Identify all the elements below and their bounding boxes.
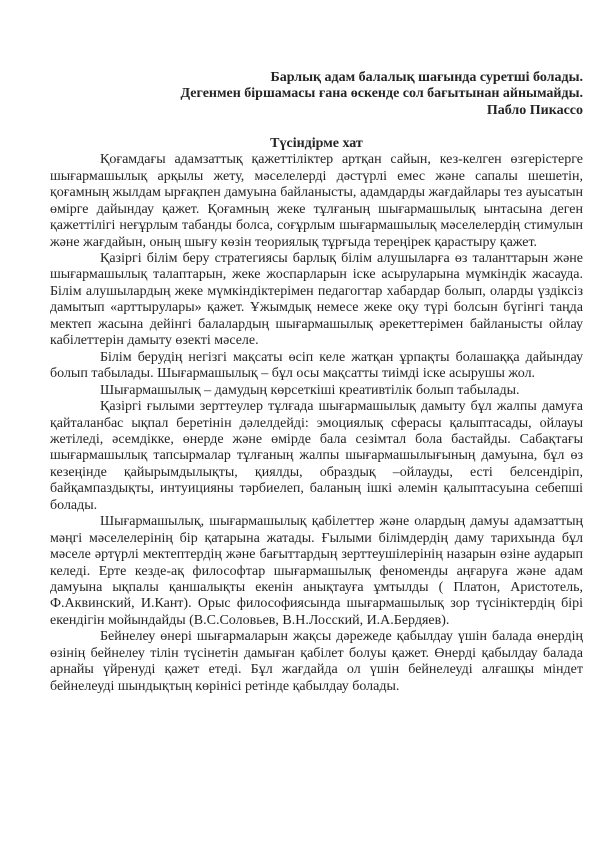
epigraph-line-1: Барлық адам балалық шағында суретші болады. (270, 70, 583, 85)
paragraph-5: Қазіргі ғылыми зерттеулер тұлғада шығармашылық дамыту бұл жалпы дамуға қайталанбас ықпал беретінін дәлелдейді: эмоциялық сферасы қалыптасады, ойлауы жетіледі, әсемдікке, өнерде және өмірде бала сезімтал бола бастайды. Сабақтағы шығармашылық тапсырмалар тұлғаның жалпы шығармашылығының дамуына, бұл өз кезеңінде қайырымдылықты, қиялды, образдық –ойлауды, есті белсендіріп, байқампаздықты, интуицияны тәрбиелеп, баланың ішкі әлемін қалыптасуына себепші болады. (50, 399, 583, 513)
epigraph-line-2: Дегенмен біршамасы ғана өскенде сол бағытынан айнымайды. (180, 86, 583, 102)
page-title: Түсіндірме хат (270, 135, 363, 151)
paragraph-6: Шығармашылық, шығармашылық қабілеттер және олардың дамуы адамзаттың мәңгі мәселелерінің бір қатарына жатады. Ғылыми білімдердің даму тарихында бұл мәселе әртүрлі мектептердің және бағыттардың зерттеушілерінің назарын өзіне аударып келеді. Ерте кезде-ақ философтар шығармашылық феноменды аңғаруға және адам дамуына ықпалы қаншалықты екенін анықтауға ұмтылды ( Платон, Аристотель, Ф.Аквинский, И.Кант). Орыс философиясында шығармашылық зор түсініктердің бірі екендігін мойындайды (В.С.Соловьев, В.Н.Лосский, И.А.Бердяев). (50, 514, 583, 628)
paragraph-1: Қоғамдағы адамзаттық қажеттіліктер артқан сайын, кез-келген өзгерістерге шығармашылық арқылы жету, мәселелерді дәстүрлі емес және сапалы шешетін, қоғамның жылдам ырғақпен дамуына байланысты, адамдарды жағдайлары тез ауысатын өмірге дайындау қажет. Қоғамның жеке тұлғаның шығармашылық ынтасына деген қажеттілігі неғұрлым табанды болса, соғұрлым шығармашылық мәселелердің стимулын және жағдайын, оның шығу көзін теориялық тұрғыда тереңірек қарастыру қажет. (50, 152, 583, 250)
paragraph-7: Бейнелеу өнері шығармаларын жақсы дәрежеде қабылдау үшін балада өнердің өзінің бейнелеу тілін түсінетін дамыған қабілет болуы қажет. Өнерді қабылдау балада арнайы үйренуді қажет етеді. Бұл жағдайда ол үшін бейнелеуді алғашқы міндет бейнелеуді шындықтың көрінісі ретінде қабылдау болады. (50, 629, 583, 694)
paragraph-3: Білім берудің негізгі мақсаты өсіп келе жатқан ұрпақты болашаққа дайындау болып табылады. Шығармашылық – бұл осы мақсатты тиімді іске асырушы жол. (50, 349, 583, 382)
document-body (50, 152, 583, 695)
epigraph (50, 70, 583, 119)
epigraph-author: Пабло Пикассо (486, 102, 583, 118)
paragraph-4: Шығармашылық – дамудың көрсеткіші креативтілік болып табылады. (100, 382, 520, 398)
paragraph-2: Қазіргі білім беру стратегиясы барлық білім алушыларға өз таланттарын және шығармашылық талаптарын, жеке жоспарларын іске асыруларына мүмкіндік жасауда. Білім алушылардың жеке мүмкіндіктерімен педагогтар хабардар болып, оларды үздіксіз дамытып «арттырулары» қажет. Ұжымдық немесе жеке оқу түрі болсын бүгінгі таңда мектеп жасына дейінгі балалардың шығармашылық әрекеттерімен байланысты ойлау кабілеттерін дамыту өзекті мәселе. (50, 250, 583, 349)
